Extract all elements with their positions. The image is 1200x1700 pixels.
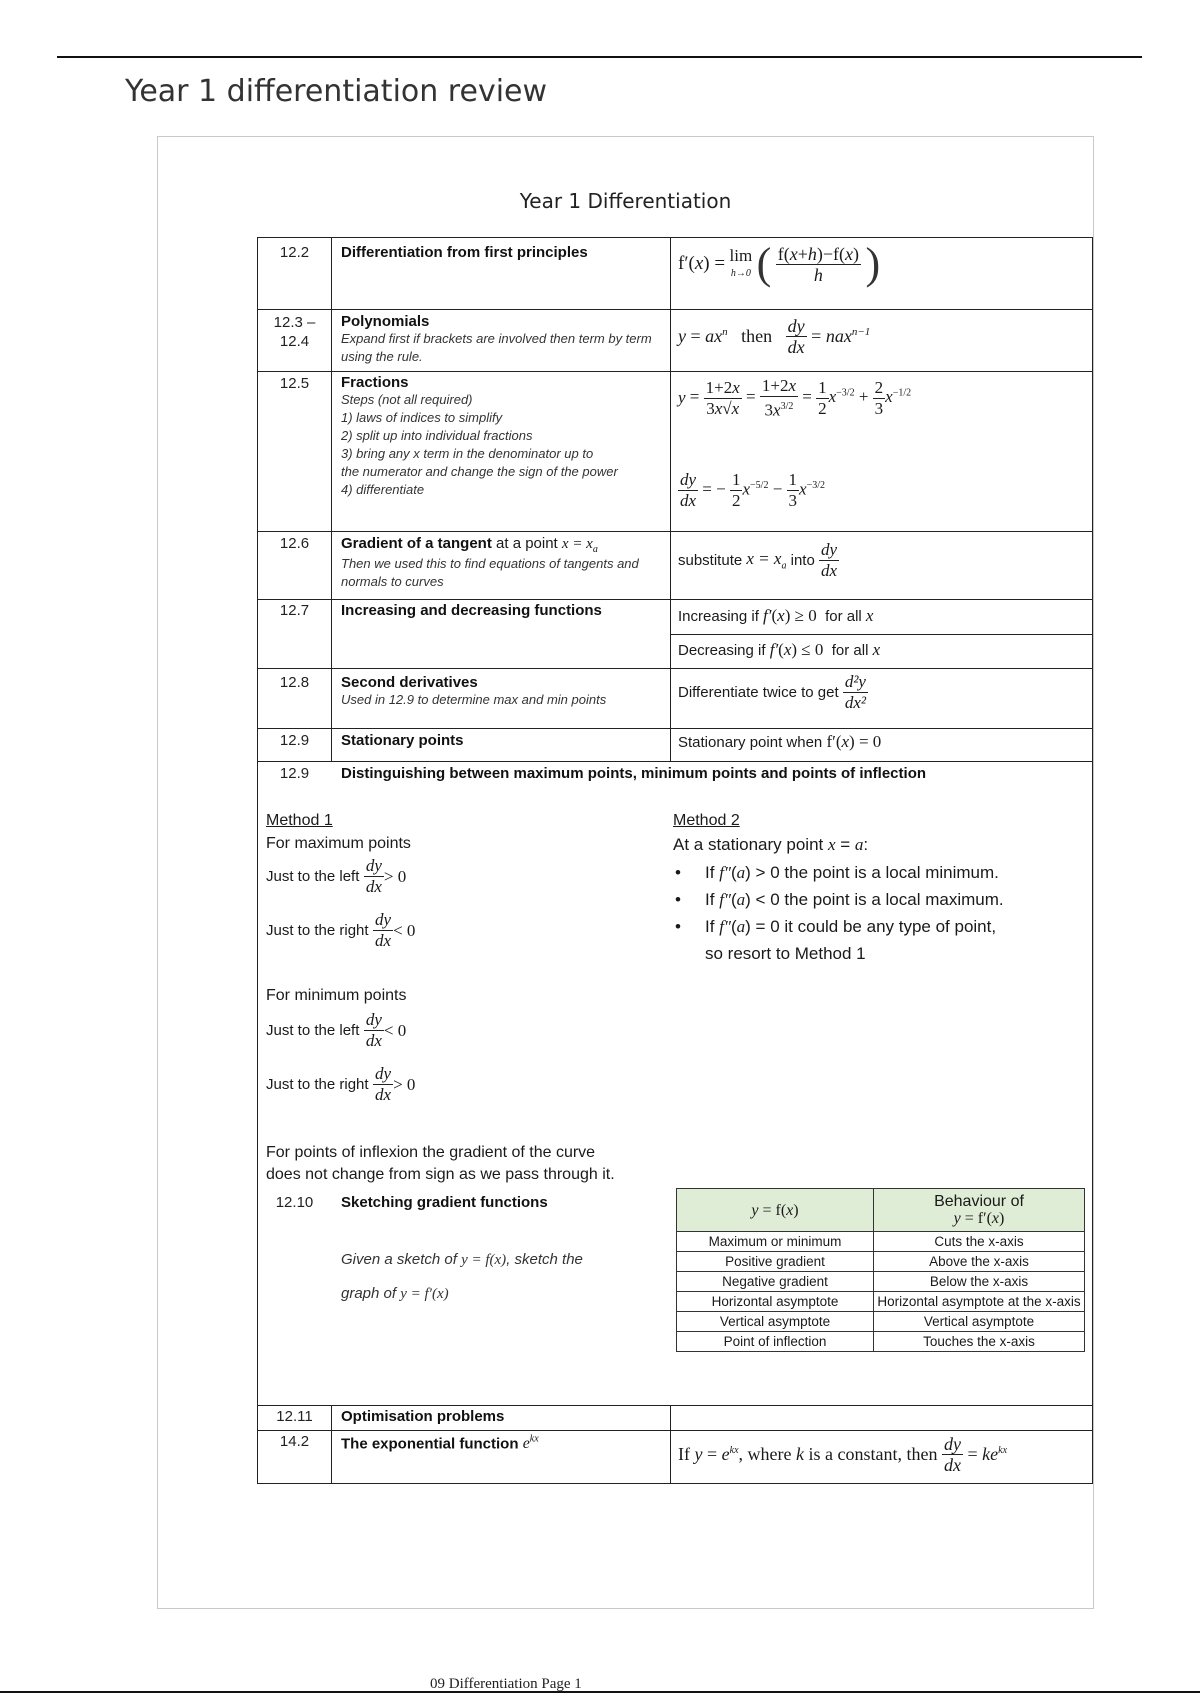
topic-note: Expand first if brackets are involved then term by term using the rule.: [341, 331, 652, 364]
list-item: • If f″(a) = 0 it could be any type of point, so resort to Method 1: [673, 913, 1004, 967]
table-row: Negative gradient Below the x-axis: [677, 1272, 1085, 1292]
section-number: 12.10: [275, 1194, 314, 1211]
topic-cell: [341, 313, 666, 366]
topic-title: Fractions: [341, 374, 409, 391]
list-item: • If f″(a) < 0 the point is a local maximum.: [673, 886, 1004, 913]
table-row: Maximum or minimum Cuts the x-axis: [677, 1232, 1085, 1252]
topic-note: Used in 12.9 to determine max and min points: [341, 692, 607, 707]
section-number: 12.6: [279, 535, 310, 552]
list-item: • If f″(a) > 0 the point is a local minimum.: [673, 859, 1004, 886]
decreasing-condition: Decreasing if f′(x) ≤ 0 for all x: [678, 640, 881, 659]
topic-title: Distinguishing between maximum points, minimum points and points of inflection: [341, 765, 927, 782]
second-derivative-formula: Differentiate twice to get $\frac{\text{d²y}}{\text{dx²}}$: [678, 672, 866, 712]
max-left-condition: Just to the left $\frac{dy}{dx}$ > 0: [266, 856, 407, 896]
topic-cell: Gradient of a tangent at a point $x = x_a$ Then we used this to find equations of tangents and normals to curves: [341, 535, 666, 591]
method-2-heading: Method 2: [673, 812, 740, 829]
section-number: 12.9: [279, 732, 310, 749]
table-row: Point of inflection Touches the x-axis: [677, 1332, 1085, 1352]
page-footer: 09 Differentiation Page 1: [430, 1676, 582, 1692]
section-number: 14.2: [279, 1433, 310, 1450]
fraction-derivative-formula: $\frac{dy}{dx}$ = − $\frac{1}{2}$ $x^{-5/2}$ − $\frac{1}{3}$ $x^{-3/2}$: [680, 470, 826, 510]
section-number: 12.5: [279, 375, 310, 392]
topic-title: Differentiation from first principles: [341, 244, 588, 261]
section-number: 12.2: [279, 244, 310, 261]
fraction-example-formula: y = $\frac{1+2x}{3x√x}$ = $\frac{1+2x}{3x^{3/2}}$ = $\frac{1}{2}$ $x^{-3/2}$ + $\frac{2}{3}$ $x^{-1/2}$: [678, 376, 912, 420]
topic-note: Given a sketch of y = f(x), sketch the graph of y = f′(x): [341, 1251, 583, 1302]
power-rule-formula: $y = ax^n$ then $\frac{dy}{dx}$ = nax$^{n-1}$: [678, 316, 871, 357]
top-rule: [57, 56, 1142, 58]
max-right-condition: Just to the right $\frac{dy}{dx}$ < 0: [266, 910, 416, 950]
column-header: y = f(x): [677, 1189, 874, 1232]
topic-note: Then we used this to find equations of tangents and normals to curves: [341, 556, 639, 589]
table-row: Horizontal asymptote Horizontal asymptote at the x-axis: [677, 1292, 1085, 1312]
topic-cell: [341, 674, 666, 709]
inflexion-note: does not change from sign as we pass through it.: [266, 1166, 615, 1183]
topic-title: The exponential function: [341, 1435, 519, 1453]
topic-title: Optimisation problems: [341, 1408, 505, 1425]
sheet-title: Year 1 Differentiation: [519, 189, 732, 213]
topic-title: Gradient of a tangent: [341, 535, 492, 552]
table-row: Vertical asymptote Vertical asymptote: [677, 1312, 1085, 1332]
column-header: Behaviour of y = f′(x): [874, 1189, 1085, 1232]
section-number: 12.8: [279, 674, 310, 691]
method-2-intro: At a stationary point x = a:: [673, 835, 869, 854]
topic-title: Sketching gradient functions: [341, 1194, 548, 1211]
topic-title: Stationary points: [341, 732, 464, 749]
inflexion-note: For points of inflexion the gradient of the curve: [266, 1144, 596, 1161]
section-number: 12.3 – 12.4: [273, 314, 316, 350]
max-points-label: For maximum points: [266, 835, 411, 852]
exponential-formula: If $y = e^{kx}$, where k is a constant, then $\frac{dy}{dx}$ = $ke^{kx}$: [678, 1434, 1008, 1475]
section-number: 12.9: [279, 765, 310, 782]
method-1-heading: Method 1: [266, 812, 333, 829]
section-number: 12.7: [279, 602, 310, 619]
topic-title: Increasing and decreasing functions: [341, 602, 602, 619]
stationary-condition: Stationary point when f′(x) = 0: [678, 732, 882, 751]
increasing-condition: Increasing if f′(x) ≥ 0 for all x: [678, 606, 874, 625]
min-left-condition: Just to the left $\frac{dy}{dx}$ < 0: [266, 1010, 407, 1050]
topic-title: Second derivatives: [341, 674, 478, 691]
page-title: Year 1 differentiation review: [125, 74, 548, 109]
first-principles-formula: f′(x) = lim h→0 ( $\frac{f(x+h)-f(x)}{h}$ ): [678, 239, 881, 288]
topic-cell: The exponential function $e^{kx}$: [341, 1434, 539, 1453]
section-number: 12.11: [276, 1408, 313, 1425]
gradient-behaviour-table: [676, 1188, 1085, 1352]
topic-cell: Fractions Steps (not all required) 1) laws of indices to simplify 2) split up into individual fractions 3) bring any x term in the denominator up to the numerator and change the sign of the power 4) differentiate: [341, 374, 666, 499]
bottom-rule: [0, 1691, 1200, 1693]
topic-title: Polynomials: [341, 313, 430, 330]
min-right-condition: Just to the right $\frac{dy}{dx}$ > 0: [266, 1064, 416, 1104]
min-points-label: For minimum points: [266, 987, 407, 1004]
tangent-formula: substitute $x = x_a$ into $\frac{dy}{dx}$: [678, 540, 838, 580]
differentiation-table: [257, 237, 1093, 1484]
method-2-list: [673, 859, 1004, 967]
table-row: Positive gradient Above the x-axis: [677, 1252, 1085, 1272]
